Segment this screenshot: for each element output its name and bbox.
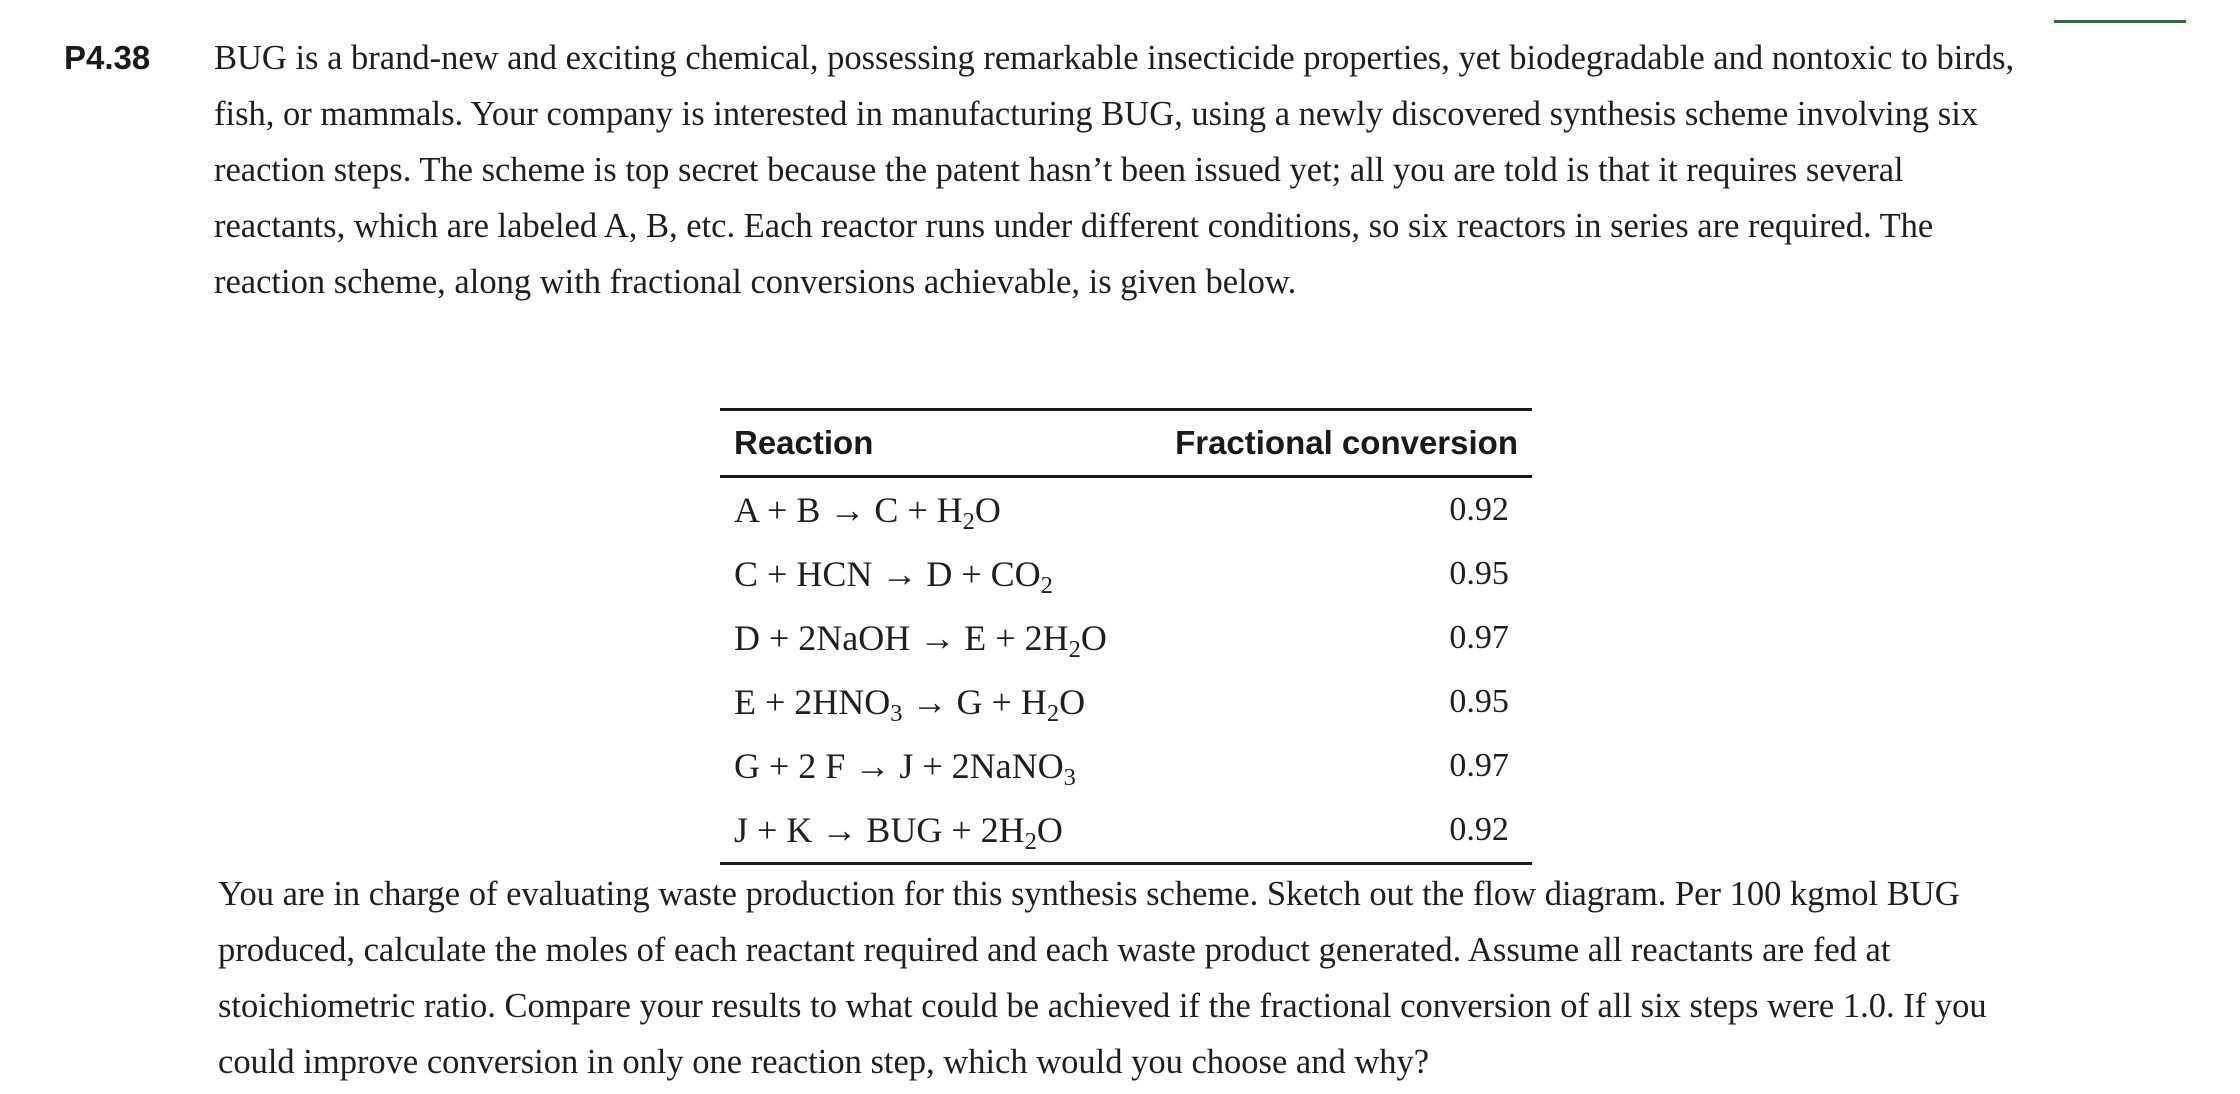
intro-line: reaction scheme, along with fractional conversions achievable, is given below. — [214, 263, 1297, 301]
table-row — [720, 477, 1532, 543]
conversion-cell: 0.97 — [1449, 747, 1509, 784]
conversion-column-header: Fractional conversion — [1175, 424, 1518, 461]
reaction-table-container — [720, 408, 1532, 865]
table-row — [720, 798, 1532, 864]
table-header-row — [720, 410, 1532, 477]
table-row — [720, 606, 1532, 670]
intro-line: BUG is a brand-new and exciting chemical, possessing remarkable insecticide properties, yet biodegradable and nontoxic to birds, — [214, 39, 2015, 77]
reaction-cell: $A + B \to C + H_2O$ — [734, 490, 1001, 535]
intro-line: reaction steps. The scheme is top secret because the patent hasn’t been issued yet; all you are told is that it requires several — [214, 151, 1904, 189]
task-line: produced, calculate the moles of each reactant required and each waste product generated. Assume all reactants are fed at — [218, 931, 1891, 969]
conversion-cell: 0.95 — [1449, 555, 1509, 592]
reaction-column-header: Reaction — [734, 424, 874, 461]
conversion-cell: 0.92 — [1449, 491, 1509, 528]
task-line: could improve conversion in only one reaction step, which would you choose and why? — [218, 1043, 1430, 1081]
table-row — [720, 542, 1532, 606]
task-line: stoichiometric ratio. Compare your results to what could be achieved if the fractional conversion of all six steps were 1.0. If you — [218, 987, 1987, 1025]
reaction-cell: G + 2 F → J + 2NaNO$_3$ — [734, 746, 1076, 791]
task-line: You are in charge of evaluating waste production for this synthesis scheme. Sketch out the flow diagram. Per 100 kgmol BUG — [218, 875, 1960, 913]
table-row — [720, 734, 1532, 798]
reaction-cell: C + HCN → $D + CO_2$ — [734, 554, 1053, 599]
intro-paragraph — [214, 30, 2014, 310]
reaction-cell: D + 2NaOH → $E + 2H_2O$ — [734, 618, 1107, 663]
task-paragraph — [218, 866, 1987, 1090]
problem-number: P4.38 — [64, 39, 151, 76]
reaction-cell: J + K → BUG + $2H_2O$ — [734, 810, 1063, 855]
conversion-cell: 0.95 — [1449, 683, 1509, 720]
reaction-cell: $E + 2HNO_3 \to G + H_2O$ — [734, 682, 1086, 727]
table-row — [720, 670, 1532, 734]
conversion-cell: 0.97 — [1449, 619, 1509, 656]
intro-line: reactants, which are labeled A, B, etc. Each reactor runs under different conditions, so six reactors in series are required. The — [214, 207, 1934, 245]
header-rule — [2054, 20, 2186, 23]
conversion-cell: 0.92 — [1449, 811, 1509, 848]
intro-line: fish, or mammals. Your company is interested in manufacturing BUG, using a newly discovered synthesis scheme involving six — [214, 95, 1979, 133]
reaction-table — [720, 408, 1532, 865]
